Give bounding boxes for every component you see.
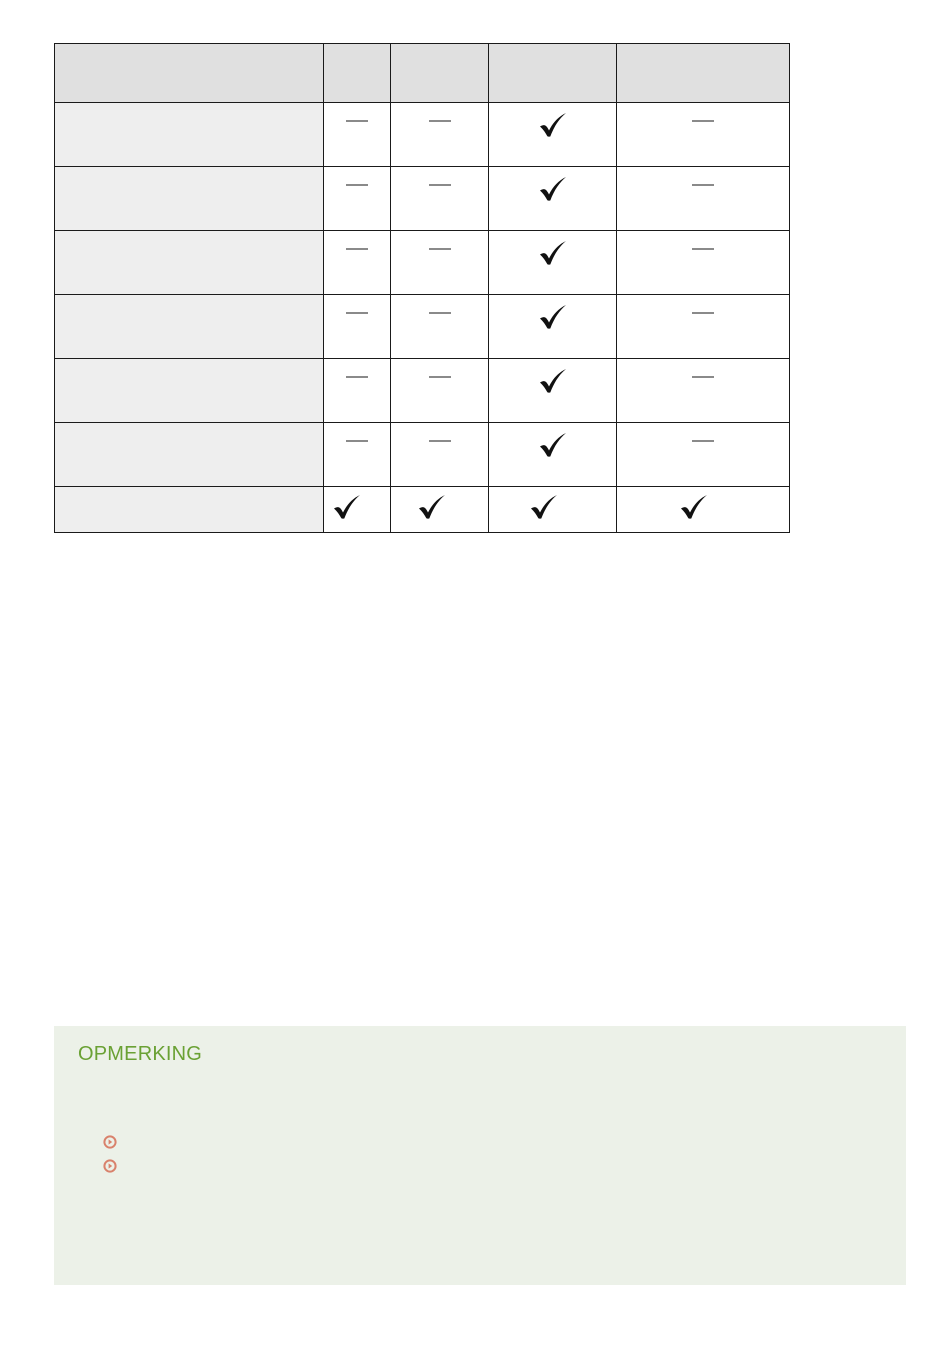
table-cell [391,359,489,423]
table-cell [617,423,790,487]
row-label [55,359,324,423]
dash-icon [692,440,714,442]
column-header [391,44,489,103]
note-box [54,1026,906,1285]
table-row [55,231,790,295]
dash-icon [692,184,714,186]
table-cell [324,295,391,359]
table-cell [617,167,790,231]
table-cell [324,487,391,533]
checkmark-icon [332,494,362,520]
checkmark-icon [538,176,568,202]
table-cell [489,103,617,167]
table-cell [489,295,617,359]
table-cell [489,487,617,533]
dash-icon [346,312,368,314]
table-cell [617,103,790,167]
table-header-row [55,44,790,103]
table-cell [489,231,617,295]
table-cell [391,295,489,359]
dash-icon [346,248,368,250]
table-cell [489,423,617,487]
dash-icon [429,312,451,314]
checkmark-icon [538,304,568,330]
row-label [55,487,324,533]
column-header [489,44,617,103]
table-cell [617,231,790,295]
column-header [617,44,790,103]
row-label [55,103,324,167]
dash-icon [346,376,368,378]
dash-icon [429,440,451,442]
dash-icon [692,312,714,314]
dash-icon [429,184,451,186]
table-row [55,295,790,359]
table-row [55,103,790,167]
dash-icon [692,120,714,122]
dash-icon [346,440,368,442]
note-title: OPMERKING [78,1043,203,1065]
table-cell [324,231,391,295]
dash-icon [429,376,451,378]
checkmark-icon [538,432,568,458]
table-cell [391,423,489,487]
row-label [55,231,324,295]
table-row [55,359,790,423]
arrow-circle-right-icon [103,1135,117,1149]
checkmark-icon [538,368,568,394]
dash-icon [429,248,451,250]
row-label [55,167,324,231]
row-label [55,295,324,359]
table-cell [324,423,391,487]
table-row [55,423,790,487]
checkmark-icon [417,494,447,520]
table-cell [391,231,489,295]
header-corner-cell [55,44,324,103]
arrow-circle-right-icon [103,1159,117,1173]
dash-icon [692,248,714,250]
table-cell [391,103,489,167]
table-cell [489,167,617,231]
checkmark-icon [538,240,568,266]
dash-icon [429,120,451,122]
table-cell [324,103,391,167]
checkmark-icon [529,494,559,520]
table-cell [617,487,790,533]
checkmark-icon [679,494,709,520]
checkmark-icon [538,112,568,138]
dash-icon [346,120,368,122]
note-link[interactable] [103,1159,117,1173]
table-cell [324,359,391,423]
table-row [55,167,790,231]
note-link[interactable] [103,1135,117,1149]
table-cell [617,359,790,423]
dash-icon [692,376,714,378]
table-cell [324,167,391,231]
column-header [324,44,391,103]
row-label [55,423,324,487]
dash-icon [346,184,368,186]
table-cell [617,295,790,359]
table-cell [489,359,617,423]
support-table [54,43,790,533]
table-cell [391,487,489,533]
table-row [55,487,790,533]
table-cell [391,167,489,231]
